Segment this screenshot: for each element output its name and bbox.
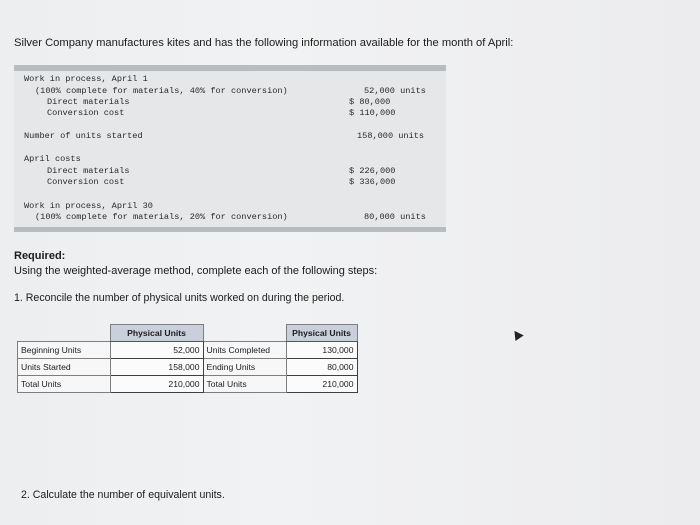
mouse-cursor-icon [510,328,523,341]
april-dm-label: Direct materials [47,166,130,176]
data-box-bottom-bar [14,227,446,232]
total-units-right-label: Total Units [203,376,286,393]
total-units-right-input[interactable]: 210,000 [286,376,357,393]
required-text: Using the weighted-average method, complete each of the following steps: [14,265,378,277]
april-costs-label: April costs [24,154,81,164]
units-started-input[interactable]: 158,000 [110,359,203,376]
wip-april30-detail: (100% complete for materials, 20% for conversion) [35,212,288,222]
step1-instruction: 1. Reconcile the number of physical units worked on during the period. [14,292,345,304]
header-physical-units-right: Physical Units [286,325,357,342]
april-cc-label: Conversion cost [47,177,125,187]
physical-units-table [17,324,358,393]
wip-april30-label: Work in process, April 30 [24,201,153,211]
table-row [18,359,358,376]
units-started-row-label: Units Started [18,359,111,376]
wip-april1-detail: (100% complete for materials, 40% for conversion) [35,86,288,96]
ending-units-input[interactable]: 80,000 [286,359,357,376]
units-completed-input[interactable]: 130,000 [286,342,357,359]
wip-april1-units: 52,000 units [364,86,426,96]
required-heading: Required: [14,250,66,262]
direct-materials-label: Direct materials [47,97,130,107]
units-completed-label: Units Completed [203,342,286,359]
total-units-left-input[interactable]: 210,000 [110,376,203,393]
beginning-units-label: Beginning Units [18,342,111,359]
units-started-value: 158,000 units [357,131,425,141]
table-header-row [18,325,358,342]
header-physical-units-left: Physical Units [110,325,203,342]
april-cc-value: $ 336,000 [349,177,396,187]
total-units-left-label: Total Units [18,376,111,393]
direct-materials-value: $ 80,000 [349,97,391,107]
conversion-cost-label: Conversion cost [47,108,125,118]
table-row [18,342,358,359]
wip-april1-label: Work in process, April 1 [24,74,148,84]
april-dm-value: $ 226,000 [349,166,396,176]
conversion-cost-value: $ 110,000 [349,108,396,118]
wip-april30-units: 80,000 units [364,212,426,222]
units-started-label: Number of units started [24,131,143,141]
problem-title: Silver Company manufactures kites and has the following information available for the month of April: [14,37,514,49]
table-row [18,376,358,393]
step2-instruction: 2. Calculate the number of equivalent units. [21,489,225,501]
ending-units-label: Ending Units [203,359,286,376]
beginning-units-input[interactable]: 52,000 [110,342,203,359]
